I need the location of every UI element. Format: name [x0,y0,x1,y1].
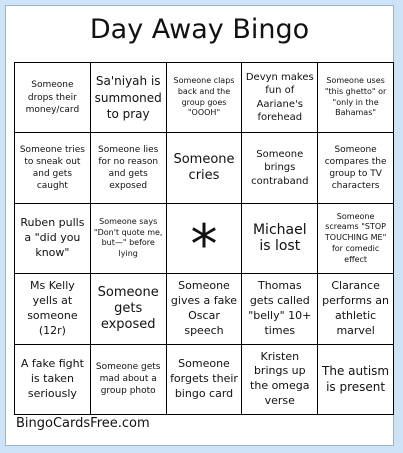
bingo-cell[interactable]: Someone gets exposed [91,274,167,344]
bingo-cell[interactable]: Someone brings contraband [242,133,318,203]
bingo-cell[interactable]: Someone tries to sneak out and gets caught [15,133,91,203]
bingo-cell[interactable]: Devyn makes fun of Aariane's forehead [242,63,318,133]
bingo-grid [14,62,394,415]
bingo-cell[interactable]: Someone gives a fake Oscar speech [167,274,243,344]
bingo-cell[interactable]: Someone cries [167,133,243,203]
bingo-cell[interactable]: Ms Kelly yells at someone (12r) [15,274,91,344]
bingo-cell[interactable]: A fake fight is taken seriously [15,345,91,415]
bingo-cell[interactable]: Michael is lost [242,204,318,274]
bingo-cell[interactable]: Thomas gets called "belly" 10+ times [242,274,318,344]
bingo-cell[interactable]: Clarance performs an athletic marvel [318,274,394,344]
bingo-cell[interactable]: Someone drops their money/card [15,63,91,133]
bingo-card [5,5,394,446]
card-title: Day Away Bingo [89,14,310,45]
bingo-cell[interactable]: The autism is present [318,345,394,415]
bingo-cell[interactable]: Someone claps back and the group goes "OOOH" [167,63,243,133]
site-footer-link[interactable]: BingoCardsFree.com [16,416,150,431]
bingo-cell[interactable]: Sa'niyah is summoned to pray [91,63,167,133]
bingo-cell[interactable]: Kristen brings up the omega verse [242,345,318,415]
bingo-cell[interactable]: Someone lies for no reason and gets exposed [91,133,167,203]
bingo-cell[interactable]: Someone says "Don't quote me, but—" before lying [91,204,167,274]
bingo-cell[interactable]: Someone screams "STOP TOUCHING ME" for comedic effect [318,204,394,274]
bingo-cell[interactable]: Someone uses "this ghetto" or "only in the Bahamas" [318,63,394,133]
bingo-cell[interactable]: Ruben pulls a "did you know" [15,204,91,274]
bingo-cell[interactable]: Someone gets mad about a group photo [91,345,167,415]
free-space[interactable]: * [167,204,243,274]
bingo-cell[interactable]: Someone forgets their bingo card [167,345,243,415]
bingo-cell[interactable]: Someone compares the group to TV characters [318,133,394,203]
